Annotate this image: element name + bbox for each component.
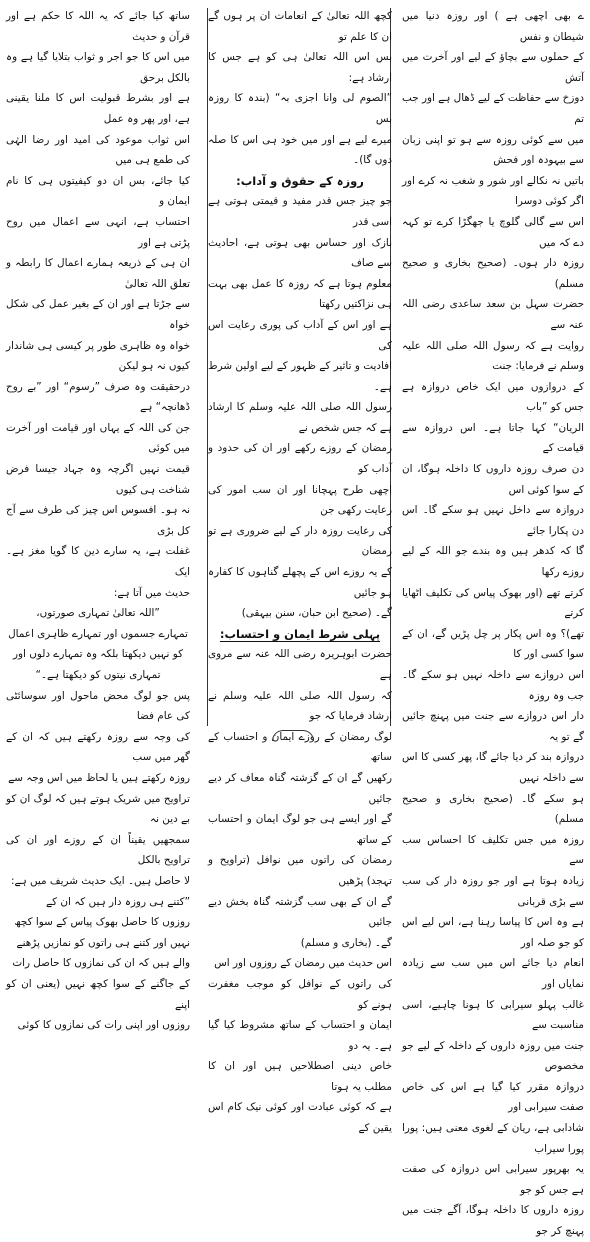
text-line: دار اس دروازے سے جنت میں پہنچ جائیں گے تو یہ [402,710,584,743]
text-line: جنت میں روزہ داروں کے داخلہ کے لیے جو مخصوص [402,1039,584,1073]
text-line: میرے لیے ہے اور میں خود ہی اس کا صلہ دوں گا)۔ [208,133,392,167]
text-line: کیا جائے، بس ان دو کیفیتوں ہی کا نام ایمان و [6,174,190,208]
text-line: گا کہ کدھر ہیں وہ بندے جو اللہ کے لیے روزے رکھا [402,545,584,579]
text-line: الریان“ کہا جاتا ہے۔ اس دروازہ سے قیامت کے [402,421,584,455]
text-line: والے ہیں کہ ان کی نمازوں کا حاصل رات [12,957,190,970]
text-line: ایمان و احتساب کے ساتھ مشروط کیا گیا ہے۔ یہ دو [208,1019,392,1052]
text-line: کے جاگنے کے سوا کچھ نہیں (یعنی ان کو اپنے [6,977,190,1011]
hadith-quote [6,603,190,685]
text-line: ہے اور اس کے آداب کی پوری رعایت اس کی [208,318,392,352]
text-line: شادابی ہے، ریان کے لغوی معنی ہیں: پورا پورا سیراب [402,1122,584,1155]
text-line: گے ان کے بھی سب گزشتہ گناہ بخش دیے جائیں [208,895,392,929]
text-line: اس ثواب موعود کی امید اور رضا الہٰی کی طمع ہی میں [6,133,190,167]
middle-body-text [208,191,392,623]
text-line: روزوں کا حاصل بھوک پیاس کے سوا کچھ [14,916,190,929]
text-line: کی راتوں کے نوافل کو موجب مغفرت ہونے کو [208,977,392,1011]
text-line: لوگ رمضان کے روزے ایمان و احتساب کے ساتھ [208,730,392,764]
text-line: یہ بھرپور سیرابی اس دروازہ کی صفت ہے جس کو جو [402,1163,584,1196]
text-line: دن صرف روزہ داروں کا داخلہ ہوگا، ان کے سوا کوئی اس [402,463,584,496]
text-line: گے۔ (بخاری و مسلم) [300,936,392,949]
text-line: ہے وہ اس کا پیاسا رہنا ہے، اس لیے اس کو جو صلہ اور [402,916,584,949]
text-line: کی رعایت روزہ دار کے لیے ضروری ہے تو رمضان [208,524,392,558]
section-heading-faith: پہلی شرط ایمان و احتساب: [219,626,381,641]
text-line: رسول اللہ صلی اللہ علیہ وسلم کا ارشاد ہے کہ جس شخص نے [208,401,392,434]
text-line: ”اللہ تعالیٰ تمہاری صورتوں، [36,607,160,620]
text-line: باتیں نہ نکالے اور شور و شغب نہ کرے اور اگر کوئی دوسرا [402,174,584,208]
text-line: لا حاصل ہیں۔ ایک حدیث شریف میں ہے: [11,874,190,887]
text-line: رمضان کی راتوں میں نوافل (تراویح و تہجد) پڑھیں [208,854,392,887]
text-line: دروازہ بند کر دیا جائے گا، پھر کسی کا اس سے داخلہ نہیں [402,751,584,784]
text-line: درحقیقت وہ صرف ”رسوم“ اور ”بے روح ڈھانچہ“ ہے [6,380,190,414]
text-line: غالب پہلو سیرابی کا ہونا چاہیے، اسی مناسبت سے [402,998,584,1032]
text-line: روزہ میں جس تکلیف کا احساس سب سے [402,833,584,867]
section-heading-rights: روزہ کے حقوق و آداب: [236,173,364,188]
left-body-text [6,686,190,1036]
text-line: ہے کہ کوئی عبادت اور کوئی نیک کام اس یقین کے [208,1101,392,1135]
text-line: تھے)؟ وہ اس پکار پر چل پڑیں گے، ان کے سوا کسی اور کا [402,627,584,661]
text-line: روزوں اور اپنی رات کی نمازوں کا کوئی [17,1019,190,1032]
text-line: ہے اور بشرط قبولیت اس کا ملنا یقینی ہے، اور پھر وہ عمل [6,92,190,125]
text-line: ہو سکے گا۔ (صحیح بخاری و صحیح مسلم) [402,792,584,826]
text-line: کچھ اللہ تعالیٰ کے انعامات ان پر ہوں گے ان کا علم تو [208,10,392,43]
right-column [402,6,584,1238]
text-line: کہ رسول اللہ صلی اللہ علیہ وسلم نے ارشاد فرمایا کہ جو [208,689,392,723]
text-line: بس اس اللہ تعالیٰ ہی کو ہے جس کا ارشاد ہے: [208,51,392,84]
text-line: کی وجہ سے روزہ رکھتے ہیں کہ ان کے گھر میں سب [6,730,190,764]
text-line: نہ ہو۔ افسوس اس چیز کی طرف سے آج کل بڑی [6,504,190,537]
text-line: اس سے گالی گلوچ یا جھگڑا کرے تو کہہ دے کہ میں [402,215,584,249]
text-line: سمجھیں یقیناً ان کے روزے اور ان کی تراویح بالکل [6,833,190,867]
text-line: دروازہ مقرر کیا گیا ہے اس کی خاص صفت سیرابی اور [402,1080,584,1114]
text-line: خاص دینی اصطلاحیں ہیں اور ان کا مطلب یہ ہوتا [208,1060,392,1093]
text-line: جو چیز جس قدر مفید و قیمتی ہوتی ہے اسی قدر [208,195,392,228]
text-line: نازک اور حساس بھی ہوتی ہے، احادیث سے صاف [208,236,392,270]
text-line: سے جڑتا ہے اور ان کے بغیر عمل کی شکل خواہ [6,298,190,331]
text-line: گے۔ (صحیح ابن حبان، سنن بیہقی) [241,607,392,620]
text-line: اچھی طرح پہچانا اور ان سب امور کی رعایت رکھی جن [208,483,392,517]
text-line: رکھیں گے ان کے گزشتہ گناہ معاف کر دیے جائیں [208,771,392,805]
text-line: رمضان کے روزے رکھے اور ان کی حدود و آداب کو [208,442,392,476]
text-line: احتساب ہے، انہی سے اعمال میں روح پڑتی ہے اور [6,215,190,249]
text-line: قیمت نہیں اگرچہ وہ جہاد جیسا فرض شناخت ہی کیوں [6,463,190,496]
middle-intro-text [208,6,392,171]
text-line: روزہ رکھتے ہیں یا لحاظ میں اس وجہ سے [8,771,190,784]
text-line: پس جو لوگ محض ماحول اور سوسائٹی کی عام فضا [6,689,190,723]
text-line: دروازہ سے داخل نہیں ہو سکے گا۔ اس دن پکارا جائے [402,504,584,537]
left-column [6,6,190,1032]
text-line: اس دروازے سے داخلہ نہیں ہو سکے گا۔ جب وہ روزہ [402,669,584,702]
text-line: کو نہیں دیکھتا بلکہ وہ تمہارے دلوں اور [12,648,184,661]
text-line: معلوم ہوتا ہے کہ روزہ کا عمل بھی بہت ہی نزاکتیں رکھتا [208,277,392,311]
text-line: نہیں اور کتنے ہی راتوں کو نمازیں پڑھنے [16,936,190,949]
text-line: تمہارے جسموں اور تمہارے ظاہری اعمال [8,627,188,640]
text-line: حدیث میں آتا ہے: [113,586,190,599]
left-body-text [6,6,190,603]
text-line: تمہاری نیتوں کو دیکھتا ہے۔“ [35,669,161,681]
text-line: کرتے تھے (اور بھوک پیاس کی تکلیف اٹھایا کرتے [402,586,584,620]
text-line: کے دروازوں میں ایک خاص دروازہ ہے جس کو ”باب [402,380,584,414]
text-line: زیادہ ہوتا ہے اور جو روزہ دار کی سب سے بڑی قربانی [402,874,584,908]
right-column-text [402,6,584,1242]
middle-body-text [208,644,392,1138]
text-line: ساتھ کیا جائے کہ یہ اللہ کا حکم ہے اور قرآن و حدیث [6,10,190,43]
text-line: روزہ دار ہوں۔ (صحیح بخاری و صحیح مسلم) [402,257,584,290]
text-line: میں اس کا جو اجر و ثواب بتلایا گیا ہے وہ بالکل برحق [6,51,190,84]
text-line: جن کی اللہ کے یہاں اور قیامت اور آخرت میں کوئی [6,421,190,455]
text-line: ”کتنے ہی روزہ دار ہیں کہ ان کے [46,895,190,908]
text-line: روایت ہے کہ رسول اللہ صلی اللہ علیہ وسلم نے فرمایا: جنت [402,339,584,373]
text-line: کے یہ روزے اس کے پچھلے گناہوں کا کفارہ ہو جائیں [208,566,392,599]
text-line: تراویح میں شریک ہوتے ہیں کہ لوگ ان کو بے دین نہ [6,792,190,826]
text-line: میں سے کوئی روزہ سے ہو تو اپنی زبان سے بیہودہ اور فحش [402,133,584,167]
text-line: گے اور ایسے ہی جو لوگ ایمان و احتساب کے ساتھ [208,813,392,846]
text-line: ے بھی اچھی ہے ) اور روزہ دنیا میں شیطان و نفس [402,10,584,43]
text-line: حضرت ابوہریرہ رضی اللہ عنہ سے مروی ہے [208,648,392,681]
text-line: غفلت ہے، یہ سارے دین کا گویا مغز ہے۔ ایک [6,545,190,579]
text-line: دوزخ سے حفاظت کے لیے ڈھال ہے اور جب تم [402,92,584,125]
text-line: ”الصوم لی وانا اجزی بہ“ (بندہ کا روزہ بس [208,92,392,125]
text-line: انعام دیا جائے اس میں سب سے زیادہ نمایاں اور [402,957,584,990]
middle-column [208,6,392,1135]
text-line: خواہ وہ ظاہری طور پر کیسی ہی شاندار کیوں نہ ہو لیکن [6,339,190,373]
text-line: اس حدیث میں رمضان کے روزوں اور اس [214,957,392,970]
text-line: حضرت سہل بن سعد ساعدی رضی اللہ عنہ سے [402,298,584,331]
text-line: افادیت و تاثیر کے ظہور کے لیے اولین شرط ہے۔ [208,360,392,393]
text-line: ان ہی کے ذریعہ ہمارے اعمال کا رابطہ و تعلق اللہ تعالیٰ [6,257,190,290]
text-line: کے حملوں سے بچاؤ کے لیے اور آخرت میں آتش [402,51,584,84]
text-line: روزہ داروں کا داخلہ ہوگا، آگے جنت میں پہنچ کر جو [402,1204,584,1238]
page-footer-mark [272,730,314,741]
